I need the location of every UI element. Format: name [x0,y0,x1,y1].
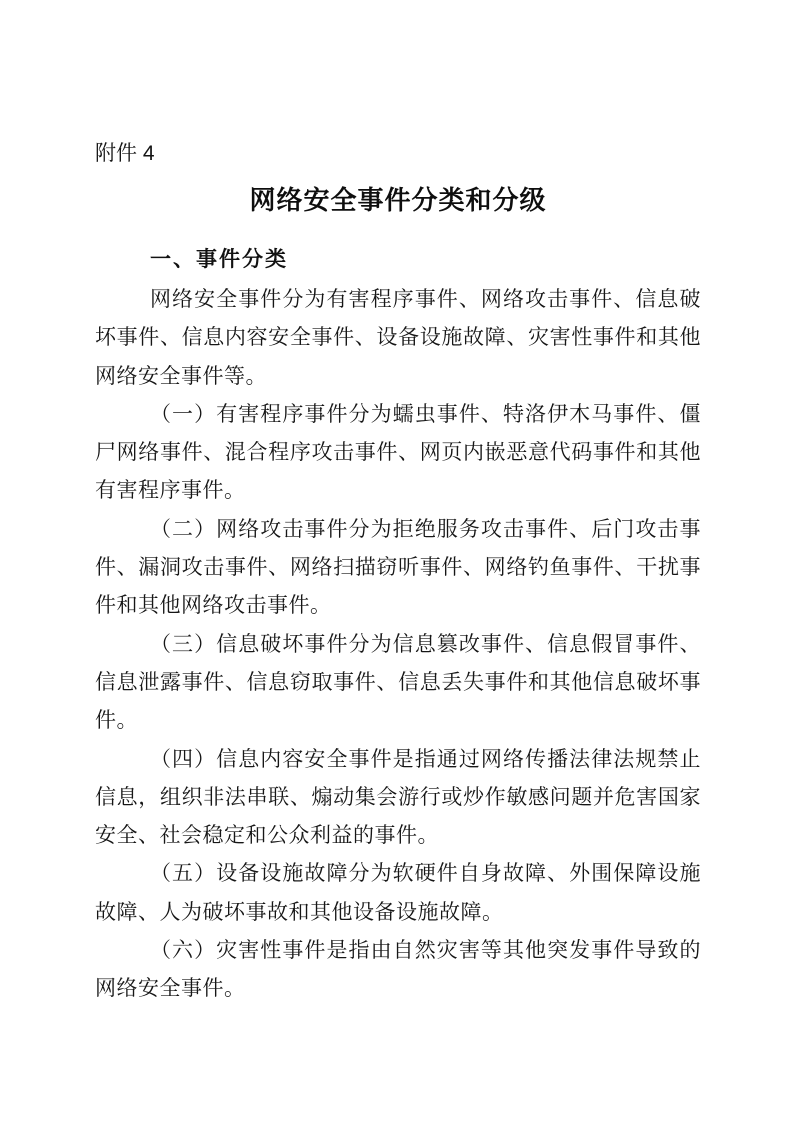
attachment-label: 附件 4 [95,142,155,165]
paragraph-information-content-security-events: （四）信息内容安全事件是指通过网络传播法律法规禁止信息，组织非法串联、煽动集会游行或炒作敏感问题并危害国家安全、社会稳定和公众利益的事件。 [95,746,701,848]
document-title: 网络安全事件分类和分级 [249,186,547,215]
paragraph-harmful-program-events: （一）有害程序事件分为蠕虫事件、特洛伊木马事件、僵尸网络事件、混合程序攻击事件、网页内嵌恶意代码事件和其他有害程序事件。 [95,401,701,503]
paragraph-equipment-facility-failures: （五）设备设施故障分为软硬件自身故障、外围保障设施故障、人为破坏事故和其他设备设施故障。 [95,861,701,924]
paragraph-overview: 网络安全事件分为有害程序事件、网络攻击事件、信息破坏事件、信息内容安全事件、设备设施故障、灾害性事件和其他网络安全事件等。 [95,287,701,388]
paragraph-network-attack-events: （二）网络攻击事件分为拒绝服务攻击事件、后门攻击事件、漏洞攻击事件、网络扫描窃听事件、网络钓鱼事件、干扰事件和其他网络攻击事件。 [95,516,701,618]
document-body [95,280,701,1008]
paragraph-information-destruction-events: （三）信息破坏事件分为信息篡改事件、信息假冒事件、信息泄露事件、信息窃取事件、信息丢失事件和其他信息破坏事件。 [95,631,701,733]
section-heading-event-classification: 一、事件分类 [150,248,288,271]
paragraph-disaster-events: （六）灾害性事件是指由自然灾害等其他突发事件导致的网络安全事件。 [95,938,701,1001]
